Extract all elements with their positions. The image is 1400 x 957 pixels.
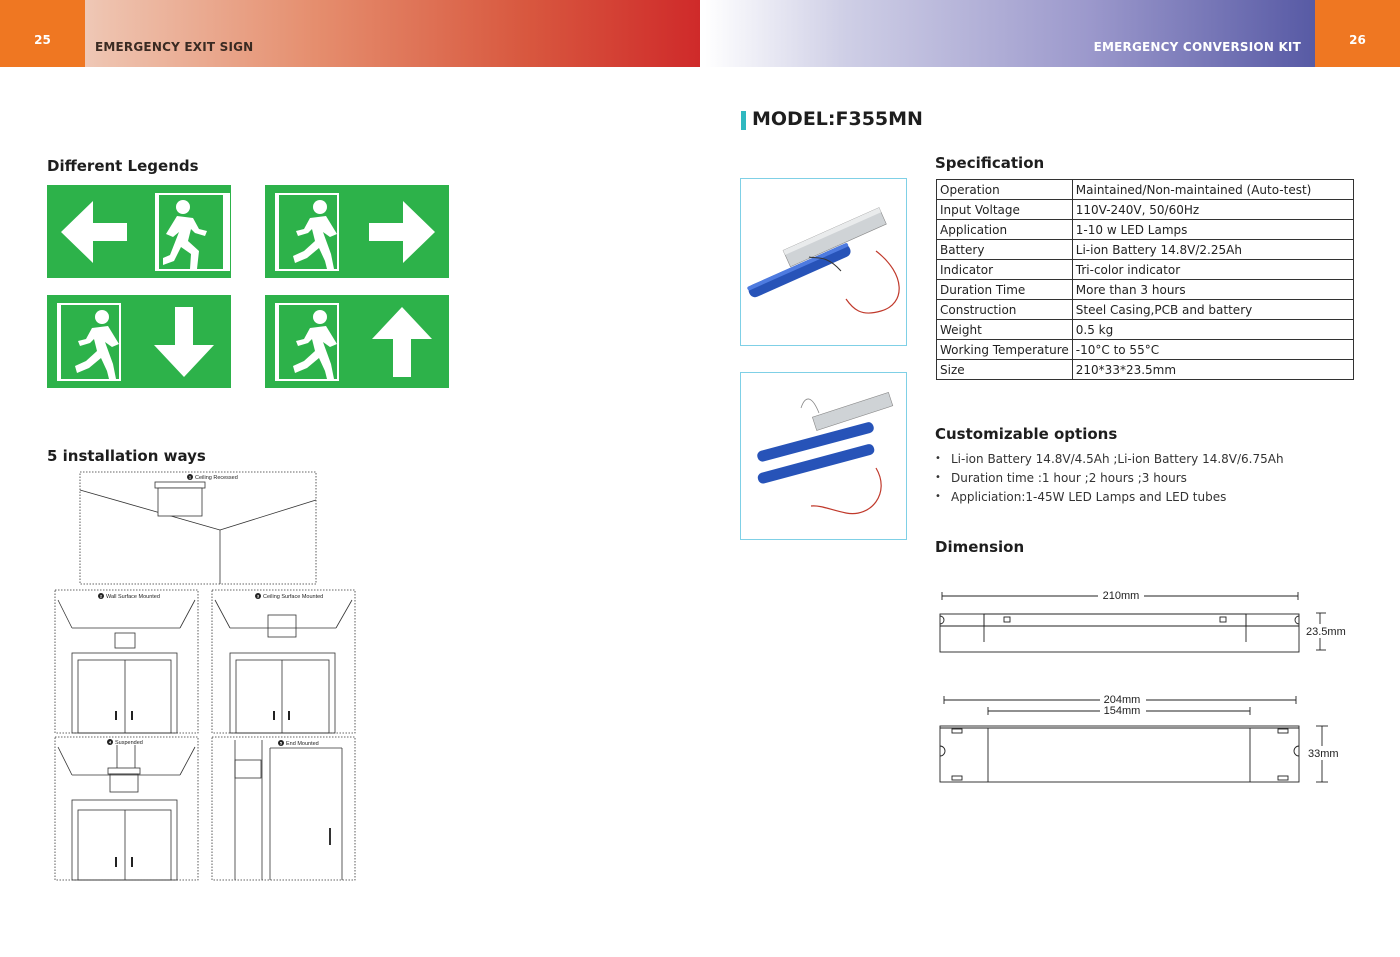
dim-length2-label: 204mm [1103,694,1141,706]
dimension-heading: Dimension [935,538,1025,556]
install-label-5: End Mounted [286,741,319,747]
list-item: • Li-ion Battery 14.8V/4.5Ah ;Li-ion Battery 14.8V/6.75Ah [935,451,1284,466]
model-accent-bar [741,111,746,130]
product-photo-1 [740,178,907,346]
list-item: • Duration time :1 hour ;2 hours ;3 hours [935,470,1187,485]
table-row: Input Voltage 110V-240V, 50/60Hz [937,200,1354,220]
table-row: Indicator Tri-color indicator [937,260,1354,280]
dim-inner-label: 154mm [1103,705,1141,717]
spec-table [936,179,1354,380]
left-header-bar [0,0,700,67]
down-arrow-icon [154,307,214,377]
svg-text:1: 1 [188,474,192,480]
right-header-bar [705,0,1400,67]
install-label-3: Ceiling Surface Mounted [263,594,324,600]
left-arrow-icon [61,201,127,263]
svg-text:2: 2 [99,593,103,599]
product-photo-2 [740,372,907,540]
dimension-drawing [930,580,1350,795]
exit-sign-down-arrow [47,295,231,388]
table-row: Weight 0.5 kg [937,320,1354,340]
table-row: Application 1-10 w LED Lamps [937,220,1354,240]
install-label-4: Suspended [115,740,143,746]
dim-width-label: 33mm [1308,748,1339,760]
installation-heading: 5 installation ways [47,447,206,465]
left-section-title: EMERGENCY EXIT SIGN [95,40,254,54]
dim-length-label: 210mm [1102,590,1140,602]
table-row: Construction Steel Casing,PCB and battery [937,300,1354,320]
right-arrow-icon [369,201,435,263]
options-heading: Customizable options [935,425,1118,443]
exit-sign-left-arrow [47,185,231,278]
svg-text:4: 4 [108,739,112,745]
legends-heading: Different Legends [47,157,199,175]
exit-sign-up-arrow [265,295,449,388]
spec-heading: Specification [935,154,1045,172]
table-row: Size 210*33*23.5mm [937,360,1354,380]
install-label-1: Ceiling Recessed [195,475,238,481]
left-page-number: 25 [0,0,85,67]
install-label-2: Wall Surface Mounted [106,594,160,600]
options-list [935,449,1284,506]
installation-diagram [50,470,360,885]
right-page-number: 26 [1315,0,1400,67]
table-row: Duration Time More than 3 hours [937,280,1354,300]
dim-height-label: 23.5mm [1306,626,1346,638]
table-row: Working Temperature -10°C to 55°C [937,340,1354,360]
up-arrow-icon [372,307,432,377]
exit-sign-right-arrow [265,185,449,278]
table-row: Battery Li-ion Battery 14.8V/2.25Ah [937,240,1354,260]
list-item: • Appliciation:1-45W LED Lamps and LED tubes [935,489,1227,504]
model-title: MODEL:F355MN [752,108,923,130]
svg-text:3: 3 [256,593,260,599]
table-row: Operation Maintained/Non-maintained (Auto-test) [937,180,1354,200]
svg-text:5: 5 [279,740,283,746]
right-section-title: EMERGENCY CONVERSION KIT [1093,40,1301,54]
